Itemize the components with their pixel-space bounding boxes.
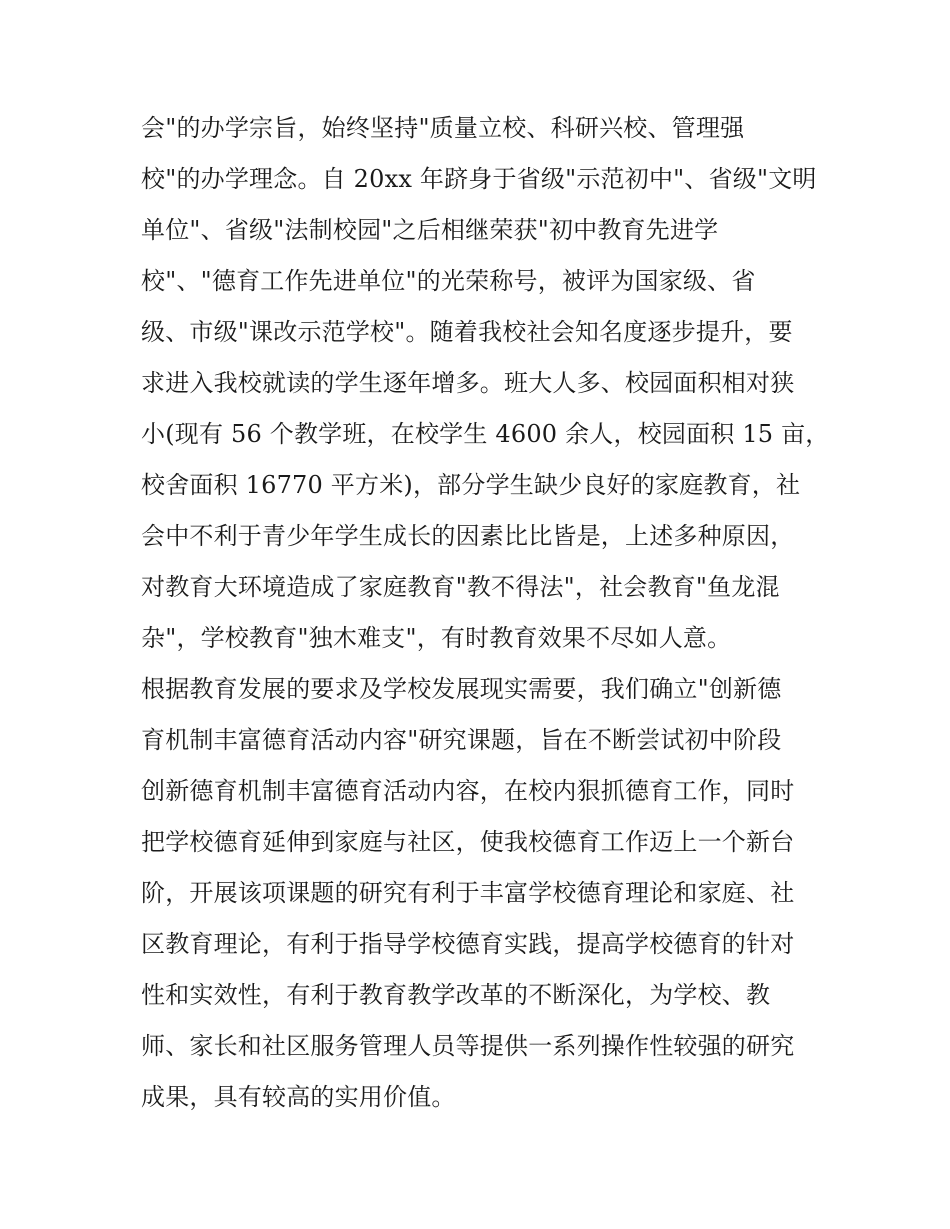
text-line: 对教育大环境造成了家庭教育"教不得法"，社会教育"鱼龙混 — [141, 573, 780, 601]
text-line: 性和实效性，有利于教育教学改革的不断深化，为学校、教 — [141, 981, 771, 1009]
text-line: 会"的办学宗旨，始终坚持"质量立校、科研兴校、管理强 — [141, 114, 745, 142]
text-line: 师、家长和社区服务管理人员等提供一系列操作性较强的研究 — [141, 1032, 795, 1060]
text-line: 把学校德育延伸到家庭与社区，使我校德育工作迈上一个新台 — [141, 828, 795, 856]
text-line: 级、市级"课改示范学校"。随着我校社会知名度逐步提升，要 — [141, 318, 793, 346]
text-line: 会中不利于青少年学生成长的因素比比皆是，上述多种原因， — [141, 522, 795, 550]
text-line: 校"的办学理念。自 20xx 年跻身于省级"示范初中"、省级"文明 — [141, 165, 817, 193]
text-line: 求进入我校就读的学生逐年增多。班大人多、校园面积相对狭 — [141, 369, 795, 397]
text-line: 杂"，学校教育"独木难支"，有时教育效果不尽如人意。 — [141, 624, 732, 652]
text-line: 根据教育发展的要求及学校发展现实需要，我们确立"创新德 — [141, 675, 782, 703]
text-line: 育机制丰富德育活动内容"研究课题，旨在不断尝试初中阶段 — [141, 726, 782, 754]
text-line: 阶，开展该项课题的研究有利于丰富学校德育理论和家庭、社 — [141, 879, 795, 907]
text-line: 校舍面积 16770 平方米)，部分学生缺少良好的家庭教育，社 — [141, 471, 801, 499]
text-line: 成果，具有较高的实用价值。 — [141, 1083, 456, 1111]
body-text — [141, 103, 831, 1123]
text-line: 小(现有 56 个教学班，在校学生 4600 余人，校园面积 15 亩， — [141, 420, 830, 448]
text-line: 区教育理论，有利于指导学校德育实践，提高学校德育的针对 — [141, 930, 795, 958]
text-line: 创新德育机制丰富德育活动内容，在校内狠抓德育工作，同时 — [141, 777, 795, 805]
text-line: 单位"、省级"法制校园"之后相继荣获"初中教育先进学 — [141, 216, 719, 244]
text-line: 校"、"德育工作先进单位"的光荣称号，被评为国家级、省 — [141, 267, 756, 295]
